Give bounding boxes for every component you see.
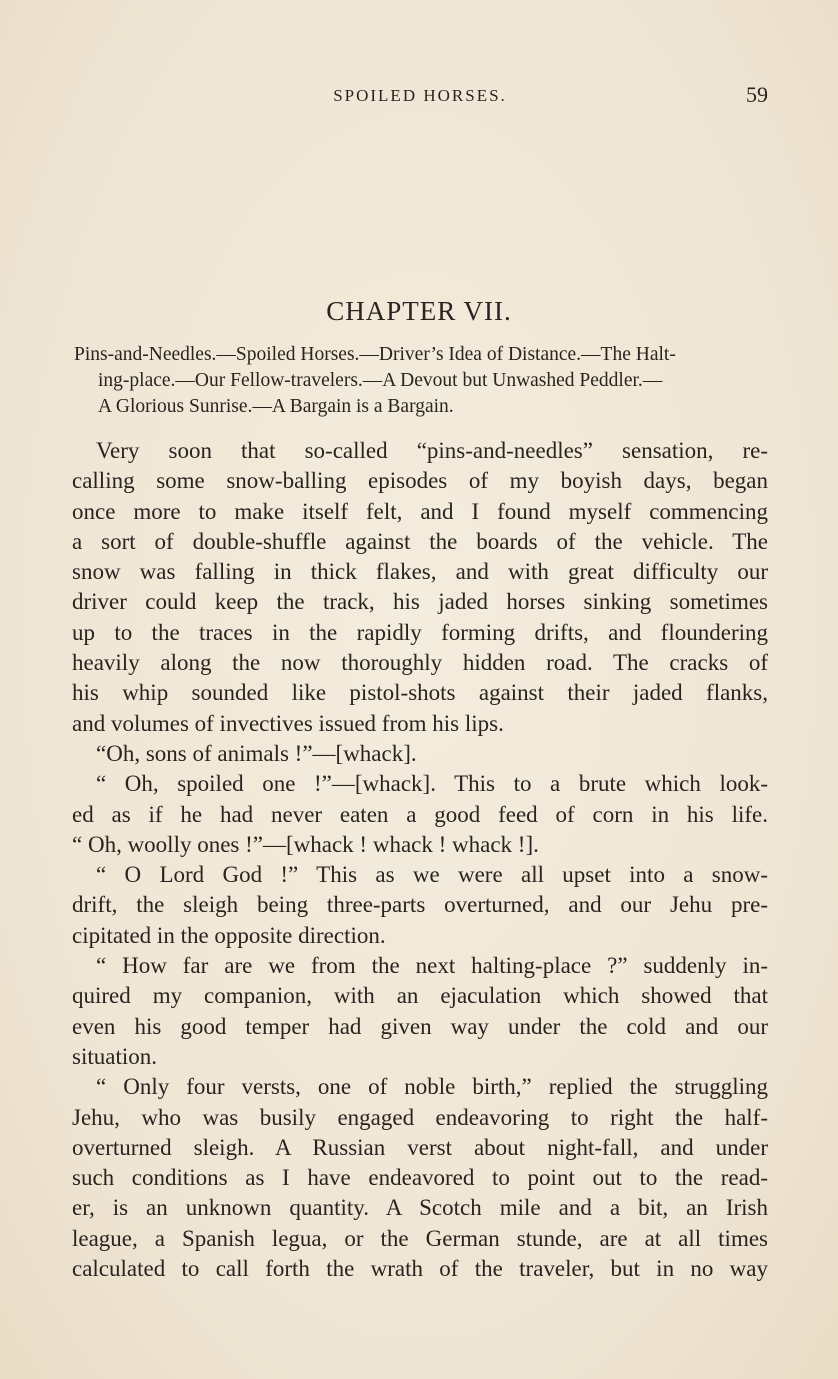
text-line: and volumes of invectives issued from his lips.: [72, 710, 504, 736]
text-line: a sort of double-shuffle against the boards of the vehicle. The: [72, 528, 768, 554]
text-line: snow was falling in thick flakes, and with great difficulty our: [72, 559, 768, 585]
text-line: er, is an unknown quantity. A Scotch mile and a bit, an Irish: [72, 1195, 768, 1221]
chapter-title: CHAPTER VII.: [326, 296, 512, 326]
text-line: “ Oh, woolly ones !”—[whack ! whack ! whack !].: [72, 831, 539, 857]
synopsis-line: Pins-and-Needles.—Spoiled Horses.—Driver’s Idea of Distance.—The Halt-: [74, 344, 676, 365]
text-line: ed as if he had never eaten a good feed of corn in his life.: [72, 801, 768, 827]
text-line: “ Only four versts, one of noble birth,” replied the struggling: [96, 1074, 768, 1100]
running-title: SPOILED HORSES.: [333, 86, 507, 105]
text-line: Jehu, who was busily engaged endeavoring to right the half-: [72, 1104, 768, 1130]
text-line: up to the traces in the rapidly forming drifts, and floundering: [72, 619, 768, 645]
text-line: calling some snow-balling episodes of my boyish days, began: [72, 468, 768, 494]
text-line: “ O Lord God !” This as we were all upset into a snow-: [96, 862, 768, 888]
text-line: drift, the sleigh being three-parts overturned, and our Jehu pre-: [72, 892, 768, 918]
synopsis-line: A Glorious Sunrise.—A Bargain is a Bargain.: [98, 396, 454, 417]
text-line: Very soon that so-called “pins-and-needles” sensation, re-: [96, 438, 768, 463]
synopsis-line: ing-place.—Our Fellow-travelers.—A Devout but Unwashed Peddler.—: [98, 370, 663, 391]
chapter-synopsis: [74, 342, 768, 420]
text-line: “Oh, sons of animals !”—[whack].: [96, 740, 417, 766]
body-text: [72, 436, 768, 1284]
text-line: such conditions as I have endeavored to point out to the read-: [72, 1165, 768, 1191]
page-number: 59: [746, 82, 768, 107]
text-line: “ Oh, spoiled one !”—[whack]. This to a brute which look-: [96, 771, 768, 797]
text-line: driver could keep the track, his jaded horses sinking sometimes: [72, 589, 768, 615]
text-line: quired my companion, with an ejaculation which showed that: [72, 983, 768, 1009]
text-line: league, a Spanish legua, or the German stunde, are at all times: [72, 1225, 768, 1251]
text-line: his whip sounded like pistol-shots against their jaded flanks,: [72, 680, 768, 706]
text-line: once more to make itself felt, and I found myself commencing: [72, 498, 768, 524]
text-line: even his good temper had given way under the cold and our: [72, 1013, 768, 1039]
running-head: [72, 82, 768, 110]
text-line: heavily along the now thoroughly hidden road. The cracks of: [72, 650, 768, 676]
text-line: overturned sleigh. A Russian verst about night-fall, and under: [72, 1134, 768, 1160]
text-line: situation.: [72, 1043, 157, 1069]
text-line: cipitated in the opposite direction.: [72, 922, 386, 948]
text-line: “ How far are we from the next halting-place ?” suddenly in-: [96, 953, 768, 979]
text-line: calculated to call forth the wrath of the traveler, but in no way: [72, 1256, 768, 1282]
